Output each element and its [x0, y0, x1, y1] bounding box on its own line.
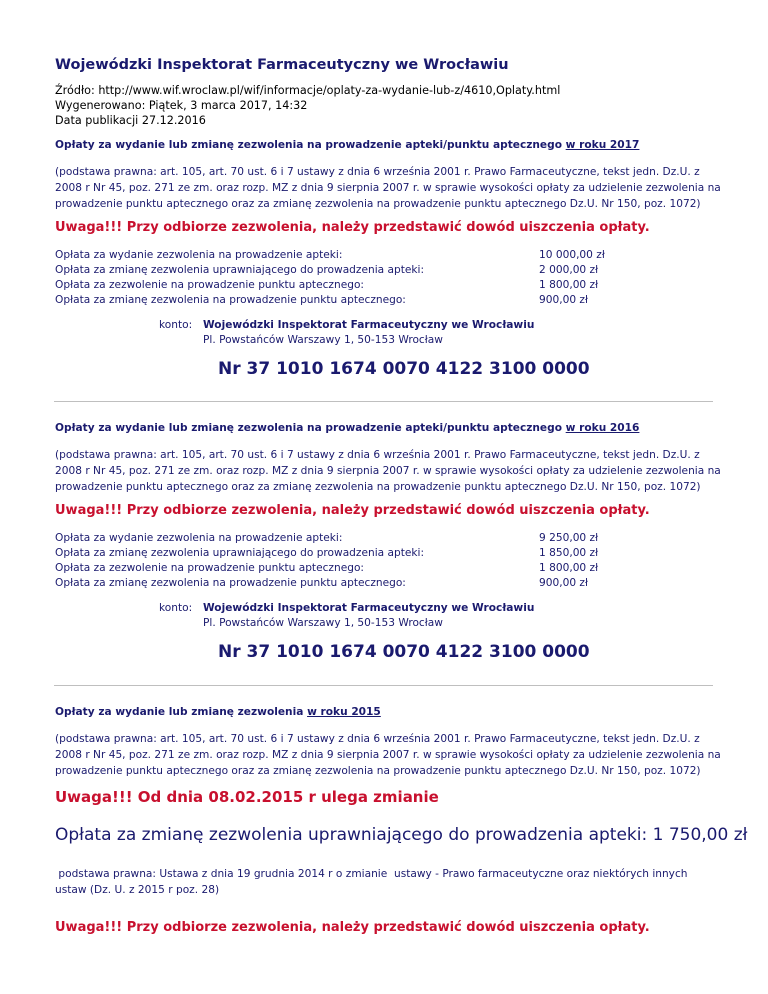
- konto-label: konto:: [159, 319, 193, 331]
- section-heading-text: Opłaty za wydanie lub zmianę zezwolenia na prowadzenie apteki/punktu aptecznego: [55, 422, 566, 434]
- legal-line: prowadzenie punktu aptecznego oraz za zmianę zezwolenia na prowadzenie punktu aptecznego Dz.U. Nr 150, poz. 1072): [55, 765, 701, 777]
- section-year-link[interactable]: w roku 2015: [307, 706, 381, 718]
- section-heading-text: Opłaty za wydanie lub zmianę zezwolenia: [55, 706, 308, 718]
- section-2016-legal-basis: [55, 447, 725, 495]
- konto-address: Pl. Powstańców Warszawy 1, 50-153 Wrocław: [203, 617, 443, 629]
- source-line: Źródło: http://www.wif.wroclaw.pl/wif/informacje/oplaty-za-wydanie-lub-z/4610,Oplaty.html: [55, 84, 561, 97]
- legal-line: 2008 r Nr 45, poz. 271 ze zm. oraz rozp. MZ z dnia 9 sierpnia 2007 r. w sprawie wysokości opłaty za udzielenie zezwolenia na: [55, 749, 721, 761]
- fee-row: [55, 278, 675, 293]
- section-2015-heading: [55, 706, 381, 718]
- fee-label: Opłata za zmianę zezwolenia uprawniającego do prowadzenia apteki:: [55, 547, 425, 559]
- fee-amount: 10 000,00 zł: [539, 249, 605, 261]
- fee-amount: 9 250,00 zł: [539, 532, 599, 544]
- section-2016-fee-table: [55, 531, 675, 591]
- fee-label: Opłata za wydanie zezwolenia na prowadzenie apteki:: [55, 249, 343, 261]
- law-line: podstawa prawna: Ustawa z dnia 19 grudnia 2014 r o zmianie ustawy - Prawo farmaceutyczne oraz niektórych innych: [55, 868, 688, 880]
- section-2016-warning: Uwaga!!! Przy odbiorze zezwolenia, należy przedstawić dowód uiszczenia opłaty.: [55, 503, 650, 518]
- konto-name: Wojewódzki Inspektorat Farmaceutyczny we Wrocławiu: [203, 319, 535, 331]
- divider: [54, 401, 713, 402]
- section-2017-heading: [55, 139, 639, 151]
- section-2015-legal-basis: [55, 731, 725, 779]
- fee-row: [55, 561, 675, 576]
- legal-line: prowadzenie punktu aptecznego oraz za zmianę zezwolenia na prowadzenie punktu aptecznego Dz.U. Nr 150, poz. 1072): [55, 481, 701, 493]
- fee-label: Opłata za zezwolenie na prowadzenie punktu aptecznego:: [55, 562, 364, 574]
- divider: [54, 685, 713, 686]
- section-year-link[interactable]: w roku 2016: [565, 422, 640, 434]
- fee-label: Opłata za zmianę zezwolenia na prowadzenie punktu aptecznego:: [55, 577, 406, 589]
- section-2015-warning: Uwaga!!! Przy odbiorze zezwolenia, należy przedstawić dowód uiszczenia opłaty.: [55, 920, 650, 935]
- section-heading-text: Opłaty za wydanie lub zmianę zezwolenia na prowadzenie apteki/punktu aptecznego: [55, 139, 566, 151]
- fee-row: [55, 546, 675, 561]
- legal-line: (podstawa prawna: art. 105, art. 70 ust. 6 i 7 ustawy z dnia 6 września 2001 r. Prawo Farmaceutyczne, tekst jedn. Dz.U. z: [55, 166, 700, 178]
- section-2017-legal-basis: [55, 164, 725, 212]
- legal-line: 2008 r Nr 45, poz. 271 ze zm. oraz rozp. MZ z dnia 9 sierpnia 2007 r. w sprawie wysokości opłaty za udzielenie zezwolenia na: [55, 465, 721, 477]
- fee-amount: 1 800,00 zł: [539, 279, 599, 291]
- section-2016-heading: [55, 422, 639, 434]
- fee-label: Opłata za zmianę zezwolenia uprawniającego do prowadzenia apteki:: [55, 264, 425, 276]
- konto-name: Wojewódzki Inspektorat Farmaceutyczny we Wrocławiu: [203, 602, 535, 614]
- konto-address: Pl. Powstańców Warszawy 1, 50-153 Wrocław: [203, 334, 443, 346]
- section-2016-account-number: Nr 37 1010 1674 0070 4122 3100 0000: [218, 642, 590, 662]
- section-2017-warning: Uwaga!!! Przy odbiorze zezwolenia, należy przedstawić dowód uiszczenia opłaty.: [55, 220, 650, 235]
- section-2017-fee-table: [55, 248, 675, 308]
- fee-amount: 900,00 zł: [539, 577, 589, 589]
- section-2017-account-number: Nr 37 1010 1674 0070 4122 3100 0000: [218, 359, 590, 379]
- fee-row: [55, 531, 675, 546]
- fee-row: [55, 263, 675, 278]
- page-title: Wojewódzki Inspektorat Farmaceutyczny we Wrocławiu: [55, 57, 509, 73]
- legal-line: 2008 r Nr 45, poz. 271 ze zm. oraz rozp. MZ z dnia 9 sierpnia 2007 r. w sprawie wysokości opłaty za udzielenie zezwolenia na: [55, 182, 721, 194]
- legal-line: (podstawa prawna: art. 105, art. 70 ust. 6 i 7 ustawy z dnia 6 września 2001 r. Prawo Farmaceutyczne, tekst jedn. Dz.U. z: [55, 733, 700, 745]
- fee-row: [55, 248, 675, 263]
- law-line: ustaw (Dz. U. z 2015 r poz. 28): [55, 884, 220, 896]
- fee-amount: 1 800,00 zł: [539, 562, 599, 574]
- generated-line: Wygenerowano: Piątek, 3 marca 2017, 14:32: [55, 99, 308, 112]
- fee-amount: 900,00 zł: [539, 294, 589, 306]
- published-line: Data publikacji 27.12.2016: [55, 114, 206, 127]
- fee-label: Opłata za wydanie zezwolenia na prowadzenie apteki:: [55, 532, 343, 544]
- fee-row: [55, 293, 675, 308]
- fee-amount: 2 000,00 zł: [539, 264, 599, 276]
- legal-line: (podstawa prawna: art. 105, art. 70 ust. 6 i 7 ustawy z dnia 6 września 2001 r. Prawo Farmaceutyczne, tekst jedn. Dz.U. z: [55, 449, 700, 461]
- legal-line: prowadzenie punktu aptecznego oraz za zmianę zezwolenia na prowadzenie punktu aptecznego Dz.U. Nr 150, poz. 1072): [55, 198, 701, 210]
- document-meta: [55, 83, 560, 128]
- fee-label: Opłata za zmianę zezwolenia na prowadzenie punktu aptecznego:: [55, 294, 406, 306]
- fee-amount: 1 850,00 zł: [539, 547, 599, 559]
- section-year-link[interactable]: w roku 2017: [565, 139, 640, 151]
- fee-label: Opłata za zezwolenie na prowadzenie punktu aptecznego:: [55, 279, 364, 291]
- section-2015-change-warning: Uwaga!!! Od dnia 08.02.2015 r ulega zmianie: [55, 788, 439, 806]
- konto-label: konto:: [159, 602, 193, 614]
- section-2015-changed-fee: Opłata za zmianę zezwolenia uprawniającego do prowadzenia apteki: 1 750,00 zł: [55, 825, 748, 845]
- fee-row: [55, 576, 675, 591]
- section-2015-law-basis: [55, 866, 725, 898]
